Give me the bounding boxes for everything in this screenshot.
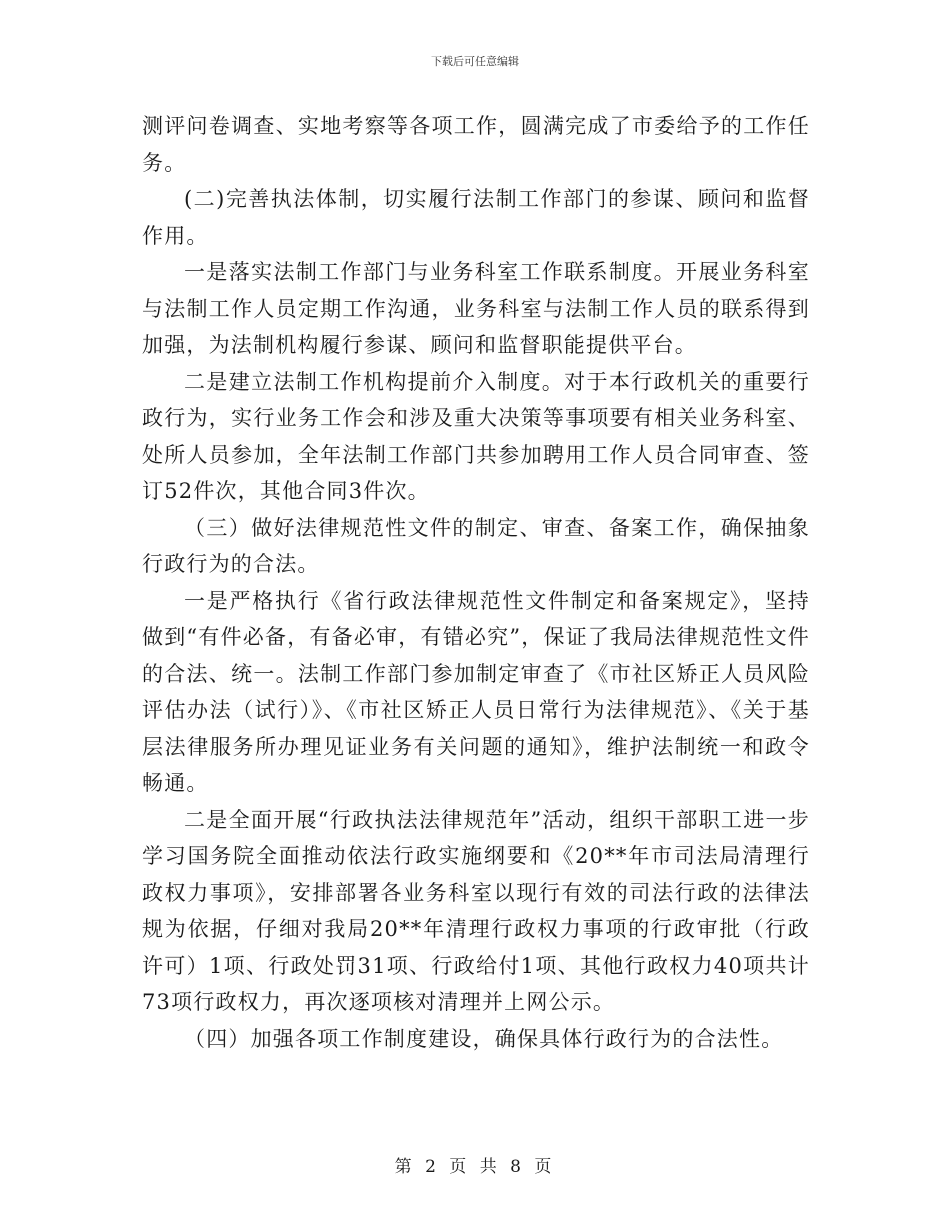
section-heading-4: （四）加强各项工作制度建设，确保具体行政行为的合法性。 bbox=[184, 1026, 784, 1051]
paragraph-item-1: 一是落实法制工作部门与业务科室工作联系制度。开展业务科室与法制工作人员定期工作沟通，业务科室与法制工作人员的联系得到加强，为法制机构履行参谋、顾问和监督职能提供平台。 bbox=[142, 260, 810, 357]
paragraph-item-2: 二是建立法制工作机构提前介入制度。对于本行政机关的重要行政行为，实行业务工作会和涉及重大决策等事项要有相关业务科室、处所人员参加，全年法制工作部门共参加聘用工作人员合同审查、签订52件次，其他合同3件次。 bbox=[142, 369, 810, 503]
paragraph-item-3: 一是严格执行《省行政法律规范性文件制定和备案规定》，坚持做到“有件必备，有备必审，有错必究”，保证了我局法律规范性文件的合法、统一。法制工作部门参加制定审查了《市社区矫正人员风险评估办法（试行）》、《市社区矫正人员日常行为法律规范》、《关于基层法律服务所办理见证业务有关问题的通知》，维护法制统一和政令畅通。 bbox=[142, 588, 810, 795]
page-header: 下载后可任意编辑 bbox=[431, 55, 519, 68]
paragraph-item-4: 二是全面开展“行政执法法律规范年”活动，组织干部职工进一步学习国务院全面推动依法行政实施纲要和《20**年市司法局清理行政权力事项》，安排部署各业务科室以现行有效的司法行政的法律法规为依据，仔细对我局20**年清理行政权力事项的行政审批（行政许可）1项、行政处罚31项、行政给付1项、其他行政权力40项共计73项行政权力，再次逐项核对清理并上网公示。 bbox=[142, 807, 810, 1014]
document-body bbox=[142, 108, 810, 1057]
page-number: 第 2 页 共 8 页 bbox=[394, 1157, 556, 1177]
section-heading-2: (二)完善执法体制，切实履行法制工作部门的参谋、顾问和监督作用。 bbox=[142, 187, 810, 248]
paragraph-continuation: 测评问卷调查、实地考察等各项工作，圆满完成了市委给予的工作任务。 bbox=[142, 114, 810, 175]
section-heading-3: （三）做好法律规范性文件的制定、审查、备案工作，确保抽象行政行为的合法。 bbox=[142, 515, 810, 576]
